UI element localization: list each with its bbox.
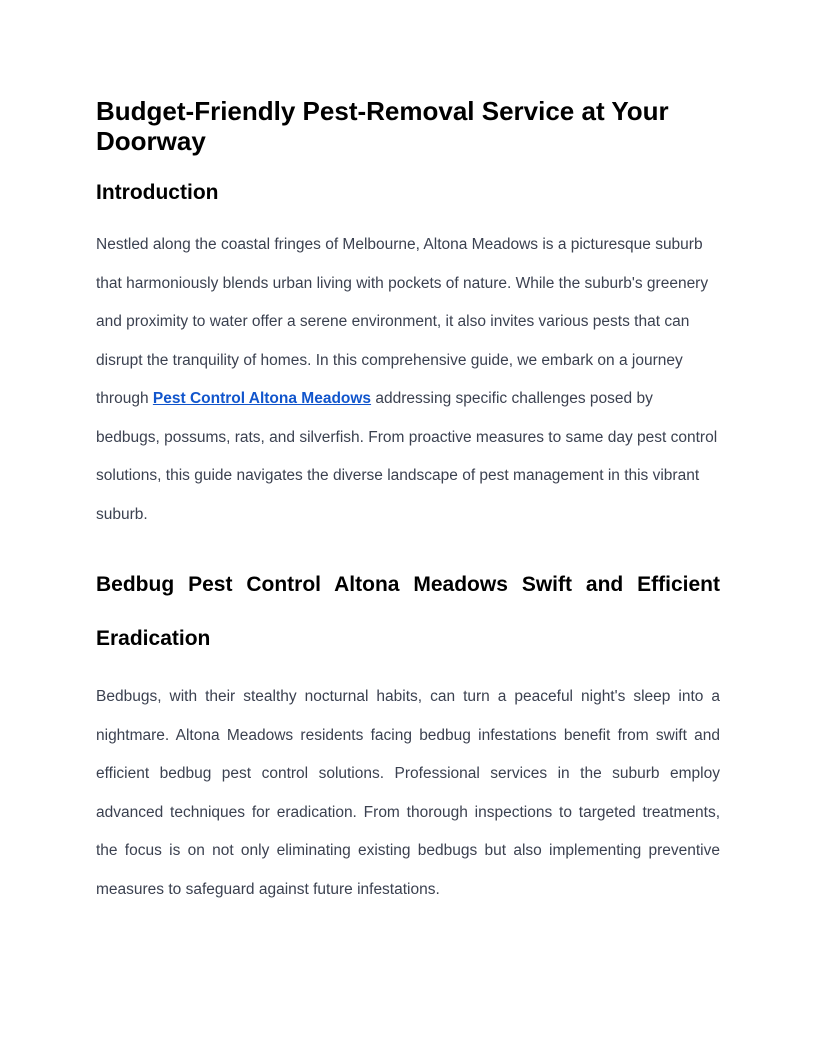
bedbug-section-paragraph: Bedbugs, with their stealthy nocturnal habits, can turn a peaceful night's sleep into a nightmare. Altona Meadows residents facing bedbug infestations benefit from swift and efficient bedbug pest control solutions. Professional services in the suburb employ advanced techniques for eradication. From thorough inspections to targeted treatments, the focus is on not only eliminating existing bedbugs but also implementing preventive measures to safeguard against future infestations.	[96, 688, 720, 898]
introduction-paragraph	[96, 226, 720, 534]
introduction-heading: Introduction	[96, 181, 219, 204]
intro-text-before-link: Nestled along the coastal fringes of Melbourne, Altona Meadows is a picturesque suburb that harmoniously blends urban living with pockets of nature. While the suburb's greenery and proximity to water offer a serene environment, it also invites various pests that can disrupt the tranquility of homes. In this comprehensive guide, we embark on a journey through	[96, 236, 709, 407]
intro-text-after-link: addressing specific challenges posed by bedbugs, possums, rats, and silverfish. From proactive measures to same day pest control solutions, this guide navigates the diverse landscape of pest management in this vibrant suburb.	[96, 390, 718, 523]
document-title: Budget-Friendly Pest-Removal Service at Your Doorway	[96, 96, 669, 156]
document-page	[96, 96, 720, 909]
pest-control-altona-meadows-link[interactable]: Pest Control Altona Meadows	[152, 390, 372, 407]
bedbug-section-heading: Bedbug Pest Control Altona Meadows Swift and Efficient Eradication	[96, 573, 720, 650]
